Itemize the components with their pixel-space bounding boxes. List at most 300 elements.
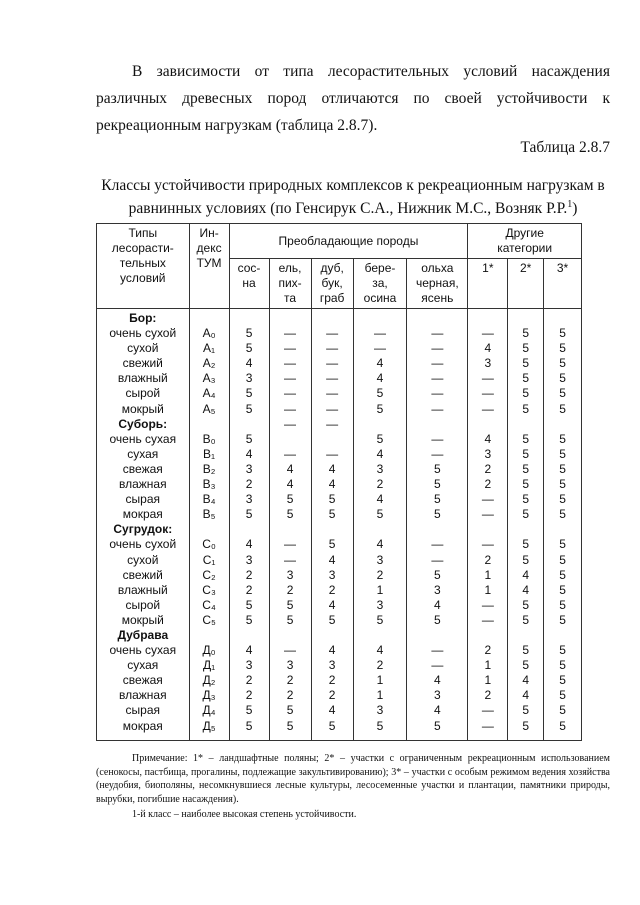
row-index: Д₅ [189,719,229,741]
table-cell: — [269,447,311,462]
table-cell: — [311,341,353,356]
table-cell [353,417,407,432]
table-cell: 5 [229,613,269,628]
table-cell-empty [229,522,269,537]
row-index: С₀ [189,537,229,552]
table-cell-empty [353,309,407,327]
table-cell: — [468,507,508,522]
table-cell: 5 [407,568,468,583]
table-cell: — [269,537,311,552]
row-label: сухая [97,447,190,462]
table-cell: 5 [544,537,582,552]
table-cell: 5 [544,703,582,718]
row-label: влажная [97,688,190,703]
table-cell: 5 [229,326,269,341]
table-cell: — [311,417,353,432]
row-index: В₁ [189,447,229,462]
table-cell: 5 [508,356,544,371]
table-cell: 4 [353,537,407,552]
table-cell: — [407,537,468,552]
table-cell: 4 [353,643,407,658]
table-cell: 4 [508,583,544,598]
table-cell: 5 [544,507,582,522]
table-cell: 2 [468,477,508,492]
table-row [97,643,582,658]
table-cell: 2 [311,688,353,703]
header-species: сос- на [229,259,269,309]
table-cell: 5 [229,432,269,447]
row-index: А₃ [189,371,229,386]
table-cell: 5 [544,341,582,356]
header-types: Типы лесорасти- тельных условий [97,224,190,309]
row-label: очень сухая [97,643,190,658]
table-cell-empty [544,628,582,643]
group-row [97,417,582,432]
table-cell: 5 [508,703,544,718]
table-cell: 3 [229,462,269,477]
table-row [97,598,582,613]
table-cell: 5 [407,477,468,492]
row-index: Д₄ [189,703,229,718]
header-category: 3* [544,259,582,309]
table-cell: 4 [229,356,269,371]
table-cell: — [407,643,468,658]
group-row [97,628,582,643]
table-cell: 5 [544,402,582,417]
table-cell: 1 [353,583,407,598]
table-cell: 4 [311,598,353,613]
table-cell: — [269,371,311,386]
table-cell: 5 [229,507,269,522]
table-cell: 5 [508,537,544,552]
table-caption [96,176,610,218]
table-cell: 2 [229,568,269,583]
table-cell: 5 [508,432,544,447]
table-cell: 5 [544,643,582,658]
table-cell: — [269,326,311,341]
table-cell: — [311,402,353,417]
table-cell: 5 [229,598,269,613]
table-cell-empty [229,309,269,327]
row-index: Д₃ [189,688,229,703]
table-cell: 2 [269,583,311,598]
table-cell-empty [544,309,582,327]
table-cell: 5 [508,492,544,507]
table-cell: 4 [468,341,508,356]
row-index: Д₀ [189,643,229,658]
table-cell: 1 [468,568,508,583]
table-cell: 5 [269,613,311,628]
row-label: сырой [97,386,190,401]
table-cell: — [468,371,508,386]
table-cell: 3 [353,553,407,568]
table-cell: 3 [407,583,468,598]
table-cell: 5 [269,507,311,522]
table-cell: 3 [353,598,407,613]
table-cell: 5 [407,462,468,477]
table-row [97,568,582,583]
table-cell: 4 [269,477,311,492]
table-cell: 5 [544,719,582,741]
row-label: сырая [97,703,190,718]
table-cell: 1 [353,673,407,688]
table-cell: 5 [544,462,582,477]
table-cell: 4 [508,568,544,583]
table-cell: — [407,326,468,341]
header-other: Другие категории [468,224,582,259]
table-cell: 5 [229,402,269,417]
table-cell: — [407,432,468,447]
table-cell: — [468,598,508,613]
table-cell: — [407,356,468,371]
table-cell-empty [229,628,269,643]
table-cell: — [311,386,353,401]
table-cell-empty [189,309,229,327]
table-cell: 4 [353,356,407,371]
table-cell-empty [544,522,582,537]
table-cell: 2 [229,477,269,492]
table-cell-empty [269,522,311,537]
row-index: Д₁ [189,658,229,673]
table-cell: 4 [353,447,407,462]
table-cell: 5 [544,386,582,401]
table-cell: 3 [407,688,468,703]
table-cell: 5 [544,356,582,371]
table-row [97,553,582,568]
table-cell: — [269,341,311,356]
table-cell: 5 [544,432,582,447]
row-label: сырой [97,598,190,613]
table-cell: 4 [311,477,353,492]
group-label: Дубрава [97,628,190,643]
row-index: Д₂ [189,673,229,688]
table-cell-empty [407,522,468,537]
row-index: С₂ [189,568,229,583]
table-cell: 4 [508,673,544,688]
table-cell: 5 [229,719,269,741]
table-cell: — [468,537,508,552]
table-cell: 2 [229,673,269,688]
table-cell: 5 [544,673,582,688]
row-label: влажная [97,477,190,492]
row-label: мокрая [97,507,190,522]
row-index: С₃ [189,583,229,598]
table-cell: 4 [311,703,353,718]
row-index: А₅ [189,402,229,417]
row-index [189,417,229,432]
table-cell: 5 [353,719,407,741]
table-cell: 2 [468,553,508,568]
table-cell-empty [189,628,229,643]
table-cell: 5 [544,568,582,583]
row-index: В₄ [189,492,229,507]
table-row [97,326,582,341]
table-cell: 4 [229,643,269,658]
table-cell [229,417,269,432]
table-cell-empty [508,628,544,643]
table-cell-empty [353,628,407,643]
table-cell-empty [353,522,407,537]
table-cell: — [407,371,468,386]
table-cell-empty [468,522,508,537]
table-row [97,462,582,477]
table-cell: 5 [508,386,544,401]
table-cell: 5 [311,613,353,628]
table-cell-empty [311,628,353,643]
table-cell: 5 [508,658,544,673]
table-cell [269,432,311,447]
row-label: мокрый [97,613,190,628]
row-index: А₂ [189,356,229,371]
table-cell: 4 [353,371,407,386]
table-body [97,309,582,741]
row-index: С₁ [189,553,229,568]
table-row [97,386,582,401]
table-cell-empty [189,522,229,537]
table-cell-empty [311,522,353,537]
caption-footnote-mark: 1 [567,199,573,210]
group-row [97,309,582,327]
row-label: сырая [97,492,190,507]
table-cell: — [468,386,508,401]
table-cell: 4 [508,688,544,703]
row-label: очень сухой [97,537,190,552]
table-cell: — [269,553,311,568]
table-cell: 4 [407,703,468,718]
table-cell: — [407,658,468,673]
table-cell: — [407,341,468,356]
row-index: А₄ [189,386,229,401]
table-cell: — [468,703,508,718]
row-label: свежая [97,673,190,688]
table-cell: 3 [269,658,311,673]
table-cell-empty [508,309,544,327]
table-cell: 2 [229,688,269,703]
table-cell: 4 [353,492,407,507]
table-cell: 5 [508,598,544,613]
table-cell-empty [269,309,311,327]
group-row [97,522,582,537]
table-cell: 2 [269,673,311,688]
table-cell: — [353,341,407,356]
table-cell: 5 [508,477,544,492]
table-cell: 5 [508,341,544,356]
caption-text: Классы устойчивости природных комплексов к рекреационным нагрузкам в равнинных условиях (по Генсирук С.А., Нижник М.С., Возняк Р.Р. [101,177,605,218]
table-cell: — [311,371,353,386]
table-row [97,402,582,417]
table-cell: 2 [311,583,353,598]
table-row [97,356,582,371]
table-cell: 5 [544,447,582,462]
table-cell: — [468,613,508,628]
table-row [97,492,582,507]
table-cell: 4 [229,447,269,462]
table-cell [407,417,468,432]
table-cell: 5 [508,371,544,386]
row-index: В₀ [189,432,229,447]
row-label: влажный [97,371,190,386]
table-row [97,447,582,462]
group-label: Сугрудок: [97,522,190,537]
table-cell: 2 [468,688,508,703]
table-cell: 4 [407,598,468,613]
intro-paragraph: В зависимости от типа лесорастительных условий насаждения различных древесных пород отличаются по своей устойчивости к рекреационным нагрузкам (таблица 2.8.7). [96,63,610,134]
table-cell: — [468,402,508,417]
table-cell: 5 [407,613,468,628]
table-cell: 5 [269,703,311,718]
table-cell: 3 [468,356,508,371]
table-cell: 2 [353,477,407,492]
table-cell: 5 [269,598,311,613]
table-row [97,507,582,522]
table-cell: 5 [229,386,269,401]
table-cell: — [269,417,311,432]
group-label: Бор: [97,309,190,327]
table-row [97,583,582,598]
header-species: дуб, бук, граб [311,259,353,309]
table-cell-empty [407,309,468,327]
table-cell [508,417,544,432]
table-cell: 3 [229,553,269,568]
stability-table [96,223,582,741]
table-cell: — [407,386,468,401]
table-cell: 5 [353,402,407,417]
row-label: влажный [97,583,190,598]
table-cell: 2 [468,643,508,658]
table-cell: 4 [407,673,468,688]
table-row [97,658,582,673]
table-note: Примечание: 1* – ландшафтные поляны; 2* – участки с ограниченным рекреационным использованием (сенокосы, пастбища, прогалины, подлежащие закультивированию); 3* – участки с особым режимом ведения хозяйства (неудобия, биополяны, несомкнувшиеся лесные культуры, лесосеменные участки и плантации, памятники природы, вырубки, погибшие насаждения). [96,753,610,805]
row-index: В₂ [189,462,229,477]
header-category: 2* [508,259,544,309]
table-row [97,673,582,688]
table-cell: 5 [508,553,544,568]
table-cell [311,432,353,447]
table-cell: 5 [544,688,582,703]
table-cell: — [468,326,508,341]
table-cell: 5 [311,719,353,741]
table-cell [468,417,508,432]
table-cell: 5 [311,507,353,522]
table-cell: 3 [229,492,269,507]
table-cell: 5 [508,326,544,341]
table-cell: 2 [311,673,353,688]
table-cell: — [407,402,468,417]
table-cell-empty [468,628,508,643]
row-label: свежий [97,568,190,583]
header-dominant: Преобладающие породы [229,224,468,259]
table-cell: 1 [353,688,407,703]
table-cell: — [311,447,353,462]
table-cell: 5 [407,507,468,522]
row-index: В₅ [189,507,229,522]
table-cell: 2 [353,568,407,583]
table-cell: — [468,719,508,741]
table-cell: 5 [544,326,582,341]
table-cell: 1 [468,658,508,673]
row-label: сухой [97,341,190,356]
table-cell: 3 [269,568,311,583]
table-cell: — [407,553,468,568]
row-label: свежая [97,462,190,477]
table-cell: 5 [229,341,269,356]
table-cell: 5 [508,462,544,477]
table-cell: 5 [508,447,544,462]
caption-close: ) [572,200,578,218]
table-cell-empty [468,309,508,327]
table-cell: 2 [468,462,508,477]
table-cell: 5 [269,492,311,507]
table-cell: 5 [508,402,544,417]
table-cell: — [311,326,353,341]
table-cell: 5 [544,553,582,568]
header-index: Ин- декс ТУМ [189,224,229,309]
table-cell: 5 [353,507,407,522]
table-cell: 5 [544,477,582,492]
table-cell: 5 [544,583,582,598]
row-label: мокрый [97,402,190,417]
table-cell: 5 [353,386,407,401]
header-category: 1* [468,259,508,309]
table-row [97,371,582,386]
row-index: А₁ [189,341,229,356]
table-cell: 5 [544,371,582,386]
table-cell: 5 [508,507,544,522]
table-cell: 1 [468,583,508,598]
row-label: сухая [97,658,190,673]
table-cell: 5 [544,598,582,613]
table-cell: 5 [353,432,407,447]
table-cell: — [269,356,311,371]
table-cell: 1 [468,673,508,688]
table-cell: 5 [508,613,544,628]
table-cell: 2 [269,688,311,703]
table-note-class: 1-й класс – наиболее высокая степень устойчивости. [132,809,357,820]
row-index: С₅ [189,613,229,628]
table-cell: — [269,386,311,401]
table-cell-empty [407,628,468,643]
table-cell: 5 [269,719,311,741]
table-cell: 5 [544,658,582,673]
table-cell: 4 [269,462,311,477]
table-cell: 5 [311,492,353,507]
table-cell: 5 [407,492,468,507]
row-label: свежий [97,356,190,371]
row-index: С₄ [189,598,229,613]
row-index: В₃ [189,477,229,492]
table-cell-empty [508,522,544,537]
header-species: ольха черная, ясень [407,259,468,309]
table-cell: 3 [311,568,353,583]
table-cell: 3 [353,462,407,477]
table-cell: — [269,402,311,417]
table-cell: 5 [311,537,353,552]
row-label: мокрая [97,719,190,741]
table-cell: 5 [508,719,544,741]
table-cell [544,417,582,432]
row-label: сухой [97,553,190,568]
table-cell-empty [269,628,311,643]
table-cell: 4 [311,553,353,568]
row-label: очень сухая [97,432,190,447]
table-cell: 4 [311,643,353,658]
group-label: Суборь: [97,417,190,432]
table-cell: 5 [353,613,407,628]
table-cell: 3 [353,703,407,718]
table-cell: 4 [311,462,353,477]
row-index: А₀ [189,326,229,341]
table-cell: 5 [544,613,582,628]
